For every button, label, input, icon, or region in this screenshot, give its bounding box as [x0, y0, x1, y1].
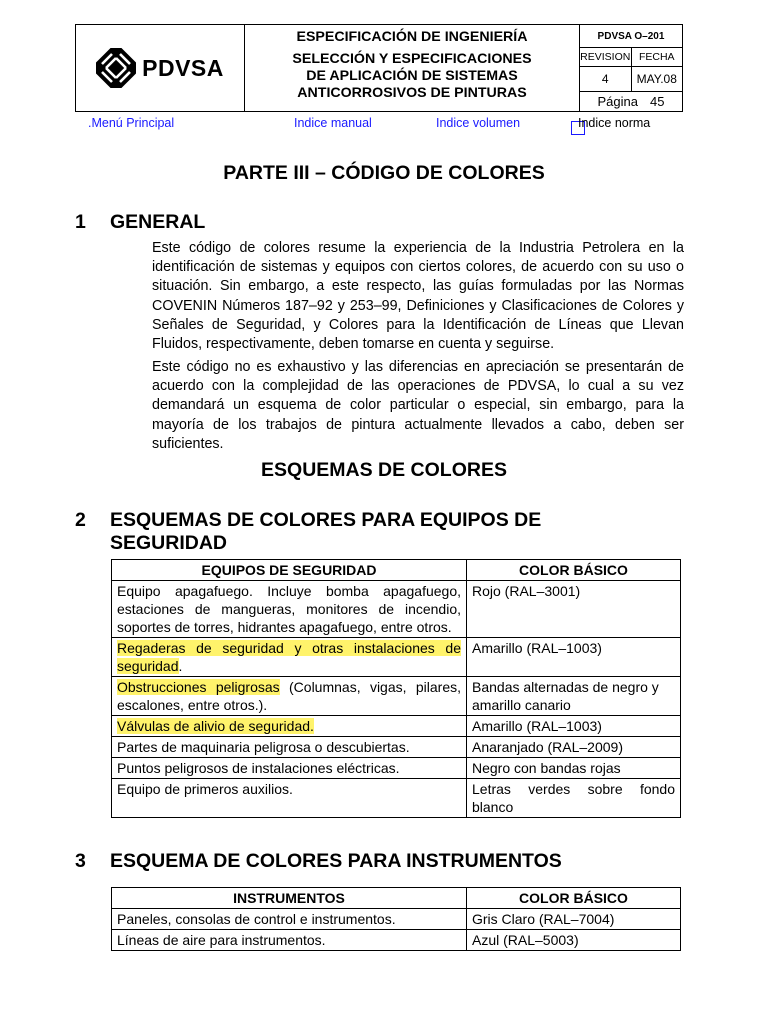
spec-title-line3: DE APLICACIÓN DE SISTEMAS [306, 68, 518, 84]
color-cell: Bandas alternadas de negro y amarillo canario [467, 677, 681, 716]
safety-equipment-table [111, 559, 681, 818]
equipo-cell: Partes de maquinaria peligrosa o descubiertas. [112, 737, 467, 758]
instruments-table [111, 887, 681, 951]
highlighted-text: Válvulas de alivio de seguridad. [117, 718, 314, 734]
page-number [580, 92, 682, 111]
table-header-row [112, 888, 681, 909]
color-cell: Azul (RAL–5003) [467, 930, 681, 951]
col-header-instrumentos: INSTRUMENTOS [112, 888, 467, 909]
section1-paragraph2: Este código no es exhaustivo y las diferencias en apreciación se presentarán de acuerdo con la complejidad de las operaciones de PDVSA, lo cual a su vez demandará un esquema de color particular o especial, sin embargo, para la mayoría de los trabajos de pintura actualmente llevados a cabo, deben ser suficientes. [152, 359, 684, 452]
page-label: Página [597, 94, 638, 109]
doc-meta [580, 25, 682, 111]
equipo-cell [112, 677, 467, 716]
table-row [112, 930, 681, 951]
instrument-cell: Líneas de aire para instrumentos. [112, 930, 467, 951]
color-cell: Gris Claro (RAL–7004) [467, 909, 681, 930]
section3-title: ESQUEMA DE COLORES PARA INSTRUMENTOS [110, 850, 562, 872]
page-title: PARTE III – CÓDIGO DE COLORES [223, 162, 545, 184]
section1-title: GENERAL [110, 211, 206, 233]
date-value: MAY.08 [636, 72, 677, 86]
section3-number: 3 [75, 850, 86, 872]
table-row [112, 716, 681, 737]
equipo-text: (Columnas, vigas, pilares, escalones, entre otros.). [117, 679, 462, 713]
revision-value: 4 [601, 72, 609, 86]
instrument-cell: Paneles, consolas de control e instrumentos. [112, 909, 467, 930]
section2-number: 2 [75, 509, 86, 531]
section2-title-line1: ESQUEMAS DE COLORES PARA EQUIPOS DE [110, 509, 542, 531]
doc-code: PDVSA O–201 [580, 25, 682, 48]
indice-norma-link[interactable]: Indice norma [578, 116, 651, 130]
section1-paragraph1: Este código de colores resume la experiencia de la Industria Petrolera en la identificación de sistemas y equipos con ciertos colores, de acuerdo con su uso o situación. Sin embargo, a este respecto, las guías formuladas por las Normas COVENIN Números 187–92 y 253–99, Definiciones y Clasificaciones de Colores y Señales de Seguridad, y Colores para la Identificación de Líneas que Llevan Fluidos, respectivamente, deben tomarse en cuenta y seguirse. [152, 240, 684, 353]
table-row [112, 737, 681, 758]
section2-title-line2: SEGURIDAD [110, 532, 228, 554]
col-header-color: COLOR BÁSICO [467, 888, 681, 909]
table-row [112, 677, 681, 716]
equipo-text: . [178, 658, 183, 674]
highlighted-text: Regaderas de seguridad y otras instalaciones de seguridad [117, 640, 461, 674]
color-cell: Anaranjado (RAL–2009) [467, 737, 681, 758]
equipo-cell: Puntos peligrosos de instalaciones eléctricas. [112, 758, 467, 779]
document-header [75, 24, 683, 112]
spec-title-line2: SELECCIÓN Y ESPECIFICACIONES [292, 51, 532, 67]
section1-number: 1 [75, 211, 86, 233]
color-cell: Amarillo (RAL–1003) [467, 638, 681, 677]
table-row [112, 779, 681, 818]
equipo-cell: Equipo apagafuego. Incluye bomba apagafuego, estaciones de mangueras, monitores de incendio, soportes de torres, hidrantes apagafuego, entre otros. [112, 581, 467, 638]
spec-title-line4: ANTICORROSIVOS DE PINTURAS [297, 85, 527, 101]
section2-title [110, 509, 541, 555]
table-row [112, 581, 681, 638]
color-cell: Negro con bandas rojas [467, 758, 681, 779]
spec-title [245, 25, 580, 111]
table-row [112, 758, 681, 779]
menu-principal-link[interactable]: .Menú Principal [88, 116, 175, 130]
indice-volumen-link[interactable]: Indice volumen [436, 116, 521, 130]
page-value: 45 [650, 94, 665, 109]
indice-manual-link[interactable]: Indice manual [294, 116, 372, 130]
col-header-color: COLOR BÁSICO [467, 560, 681, 581]
logo-cell [76, 25, 245, 111]
col-header-equipos: EQUIPOS DE SEGURIDAD [112, 560, 467, 581]
equipo-cell [112, 716, 467, 737]
pdvsa-logo-icon [96, 48, 136, 88]
revision-date [580, 48, 682, 92]
equipo-cell [112, 638, 467, 677]
color-cell: Letras verdes sobre fondo blanco [467, 779, 681, 818]
date-label: FECHA [632, 48, 683, 67]
subtitle-esquemas: ESQUEMAS DE COLORES [261, 459, 507, 481]
table-row [112, 638, 681, 677]
equipo-cell: Equipo de primeros auxilios. [112, 779, 467, 818]
table-header-row [112, 560, 681, 581]
color-cell: Rojo (RAL–3001) [467, 581, 681, 638]
color-cell: Amarillo (RAL–1003) [467, 716, 681, 737]
highlighted-text: Obstrucciones peligrosas [117, 679, 280, 695]
logo-text: PDVSA [142, 54, 224, 81]
revision-label: REVISION [580, 48, 631, 67]
table-row [112, 909, 681, 930]
spec-title-line1: ESPECIFICACIÓN DE INGENIERÍA [296, 29, 528, 45]
